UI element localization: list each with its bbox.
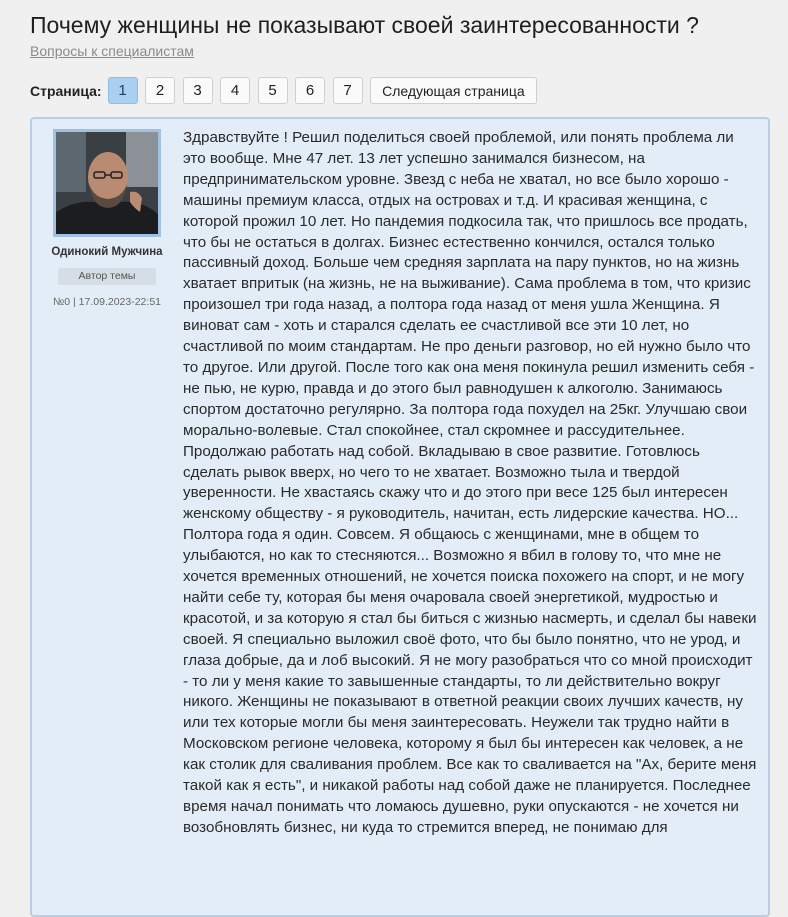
next-page-button[interactable]: Следующая страница — [370, 77, 537, 104]
page-button-1[interactable]: 1 — [108, 77, 138, 104]
page-button-3[interactable]: 3 — [183, 77, 213, 104]
page-button-4[interactable]: 4 — [220, 77, 250, 104]
avatar-photo-icon — [56, 132, 158, 234]
post-author[interactable]: Одинокий Мужчина — [51, 246, 163, 258]
post-body: Здравствуйте ! Решил поделиться своей проблемой, или понять проблема ли это вообще. Мне 47 лет. 13 лет успешно занимался бизнесом, на предпринимательском уровне. Звезд с неба не хватал, но все было хорошо - машины премиум класса, отдых на островах и т.д. И красивая женщина, с которой прожил 10 лет. Но пандемия подкосила так, что пришлось все продать, что бы не остаться в долгах. Бизнес естественно кончился, остался только пассивный доход. Больше чем средняя зарплата на пару пунктов, но на жизнь хватает впритык (на жизнь, не на выживание). Сама проблема в том, что кризис произошел три года назад, а полтора года назад от меня ушла Женщина. Я виноват сам - хоть и старался сделать ее счастливой все эти 10 лет, но счастливой по моим стандартам. Не про деньги разговор, но ей нужно было что то другое. Или другой. После того как она меня покинула решил изменить себя - не пью, не курю, правда и до этого был равнодушен к алкоголю. Занимаюсь спортом достаточно регулярно. За полтора года похудел на 25кг. Улучшаю свои морально-волевые. Стал спокойнее, стал скромнее и рассудительнее. Продолжаю работать над собой. Вкладываю в свое развитие. Готовлюсь сделать рывок вверх, но чего то не хватает. Возможно тыла и твердой уверенности. Не хвастаясь скажу что и до этого при весе 125 был интересен женскому обществу - я руководитель, начитан, есть лидерские качества. НО... Полтора года я один. Совсем. Я общаюсь с женщинами, мне в общем то улыбаются, но как то стесняются... Возможно я вбил в голову то, что мне не хочется временных отношений, не хочется поиска похожего на спорт, и не могу найти себе ту, которая бы меня очаровала своей энергетикой, мудростью и красотой, и за которую я стал бы биться с жизнью насмерть, и сделал бы навеки своей. Я специально выложил своё фото, что бы было понятно, что не урод, и глаза добрые, да и лоб высокий. Я не могу разобраться что со мной происходит - то ли у меня какие то завышенные стандарты, то ли действительно вокруг никого. Женщины не показывают в ответной реакции своих лучших качеств, ну или тех которые могли бы меня заинтересовать. Неужели так трудно найти в Московском регионе человека, которому я был бы интересен как человек, а не как столик для сваливания проблем. Все как то сваливается на "Ах, берите меня такой как я есть", и никакой работы над собой даже не планируется. Последнее время начал понимать что ломаюсь душевно, руки опускаются - не хочется ни возобновлять бизнес, ни куда то стремится вперед, не понимаю для — [183, 129, 757, 836]
page-button-7[interactable]: 7 — [333, 77, 363, 104]
page-button-2[interactable]: 2 — [145, 77, 175, 104]
topic-title: Почему женщины не показывают своей заинтересованности ? — [30, 12, 699, 38]
avatar[interactable] — [53, 129, 161, 237]
page-button-5[interactable]: 5 — [258, 77, 288, 104]
post-number: №0 — [52, 296, 71, 308]
topic-author-badge: Автор темы — [58, 268, 156, 285]
meta-separator: | — [73, 296, 76, 308]
pagination — [30, 76, 544, 105]
post-meta — [32, 296, 182, 308]
category-link[interactable]: Вопросы к специалистам — [30, 43, 194, 59]
forum-post — [30, 117, 770, 917]
pagination-label: Страница: — [30, 82, 102, 99]
post-date: 17.09.2023-22:51 — [78, 296, 161, 308]
page-button-6[interactable]: 6 — [295, 77, 325, 104]
